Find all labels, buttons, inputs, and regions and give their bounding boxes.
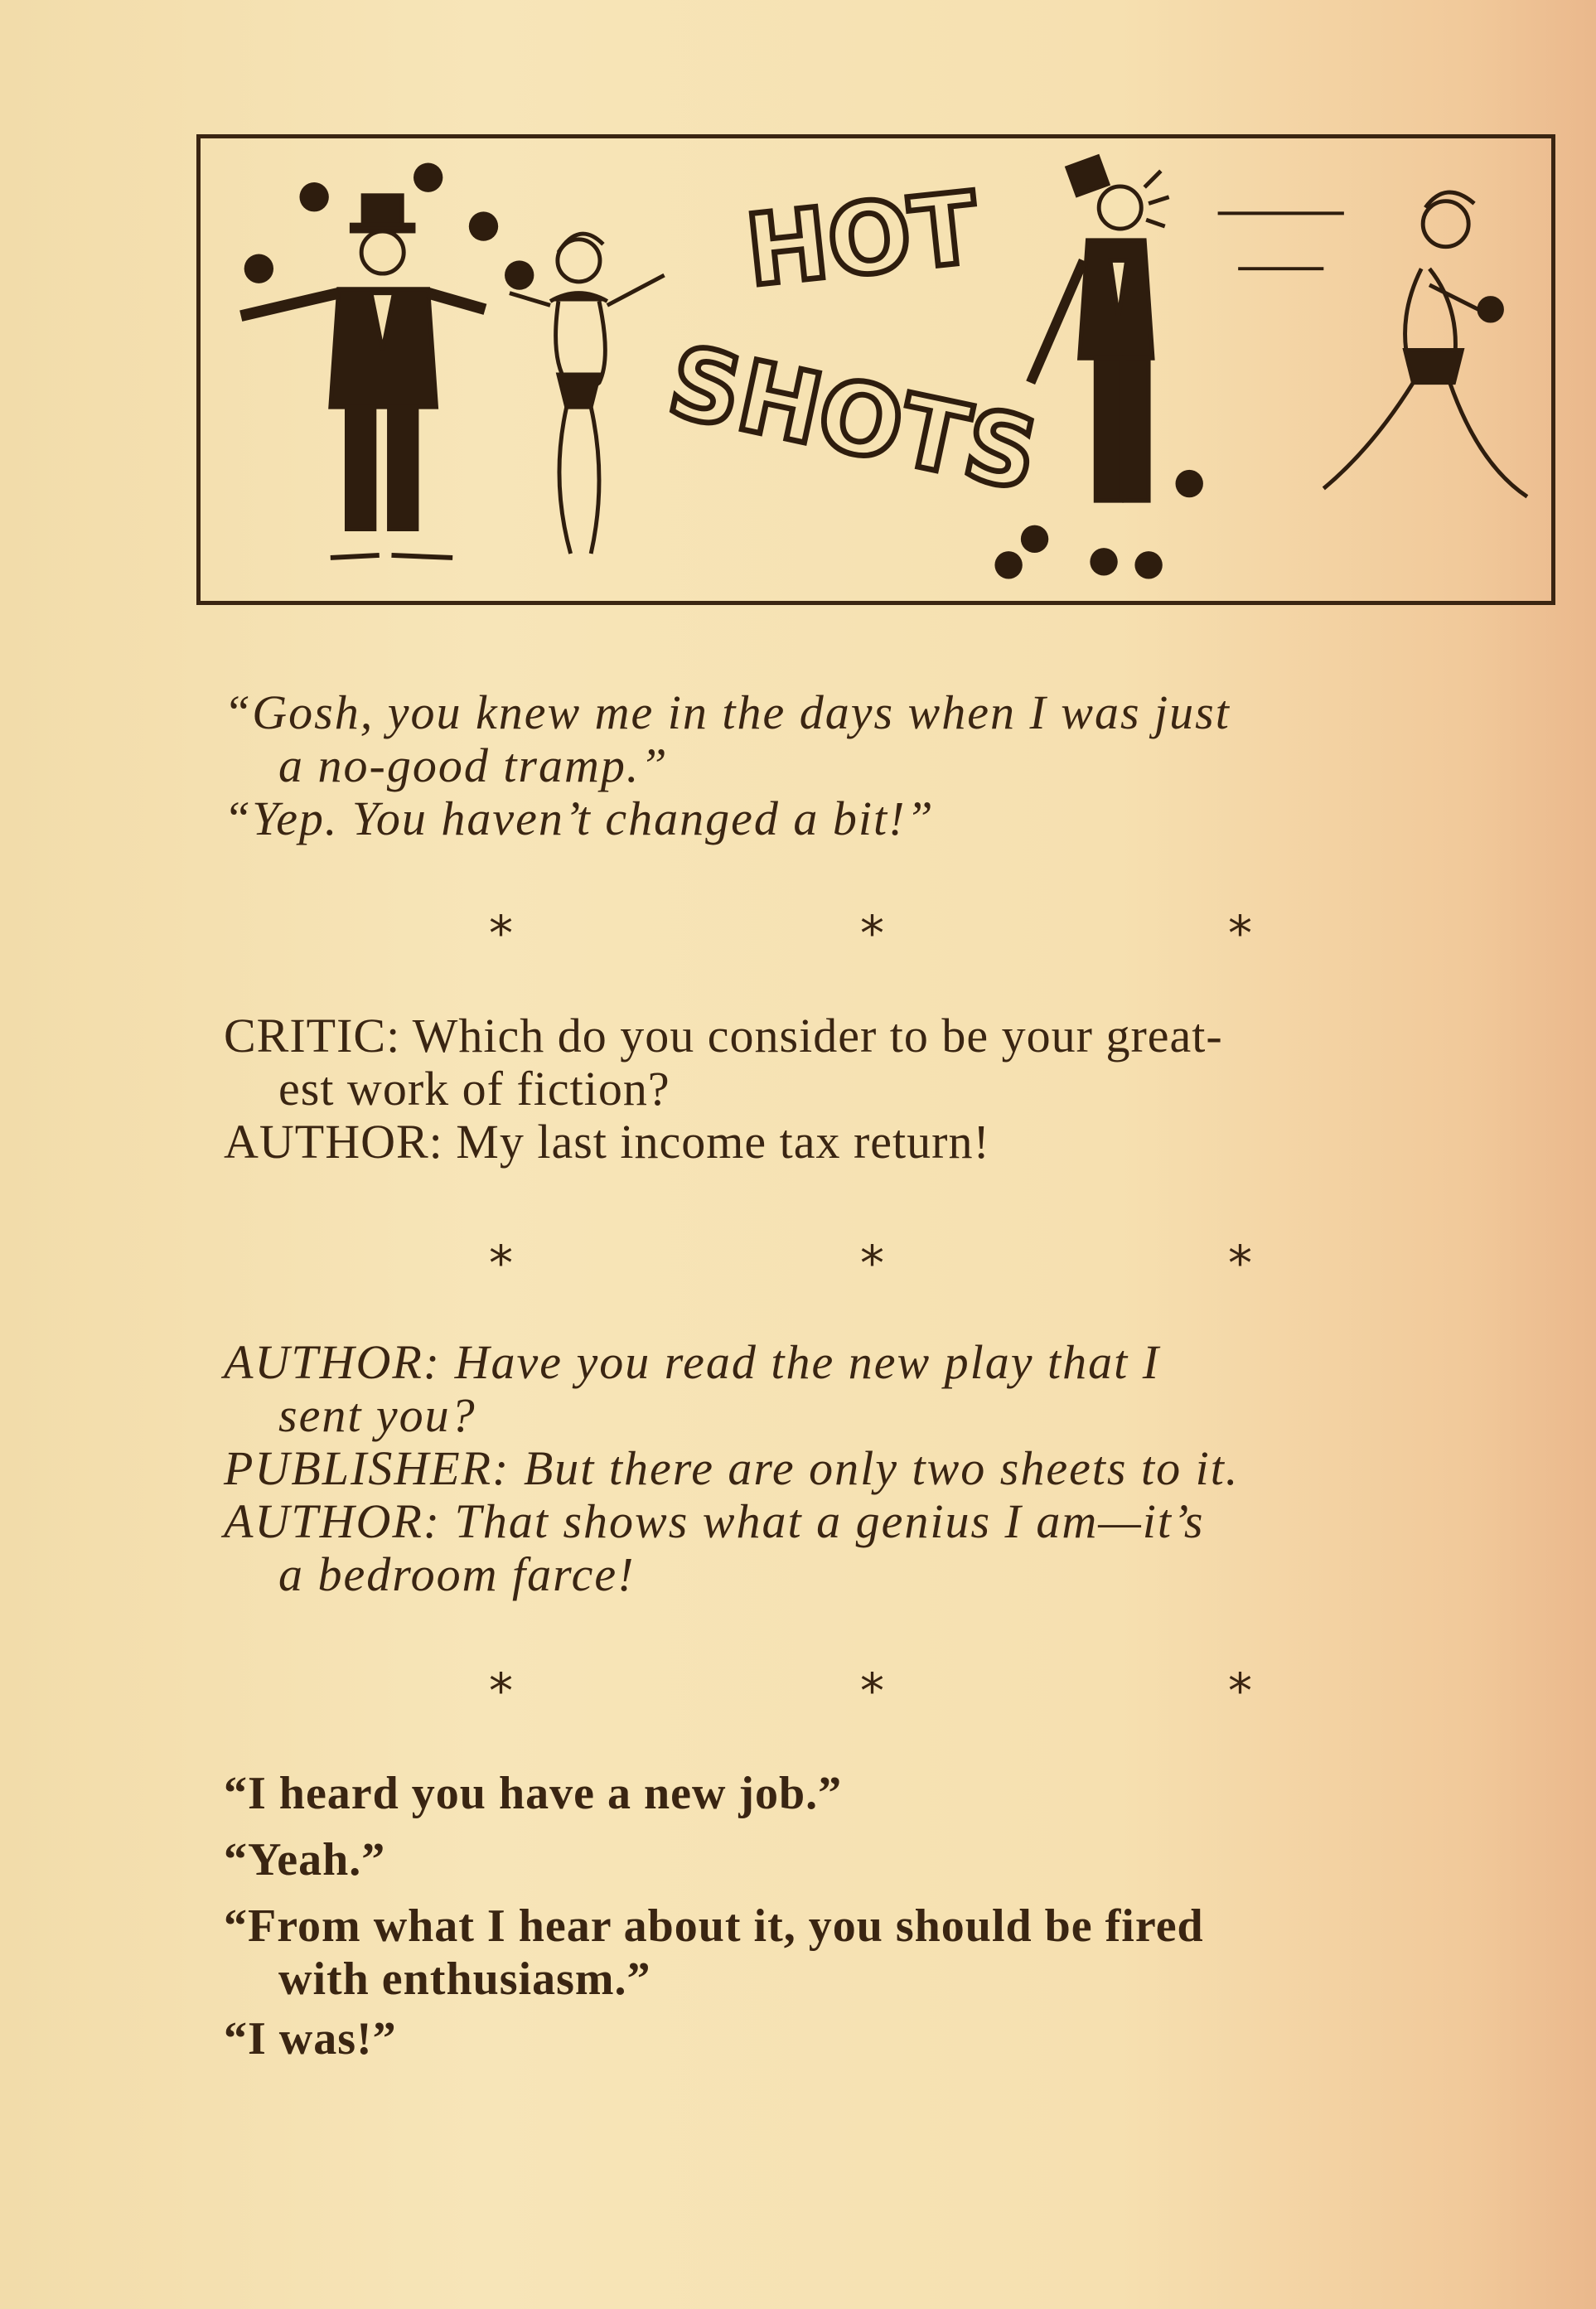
showgirl-figure (510, 234, 665, 554)
joke-3-line-5: a bedroom farce! (278, 1547, 636, 1601)
asterisk: * (860, 1663, 884, 1719)
joke-1 (224, 686, 1516, 845)
hot-shots-logo (660, 171, 1047, 512)
startled-man-figure (1031, 157, 1169, 501)
joke-4-line-5: “I was!” (224, 2013, 397, 2065)
speed-lines (1218, 213, 1344, 269)
hot-shots-header-illustration (196, 134, 1555, 605)
joke-1-line-3: “Yep. You haven’t changed a bit!” (224, 791, 935, 845)
asterisk: * (1228, 1235, 1252, 1291)
joke-2-line-3: AUTHOR: My last income tax return! (224, 1115, 990, 1169)
asterisk: * (489, 1235, 513, 1291)
joke-3-line-2: sent you? (278, 1388, 476, 1442)
joke-2-line-2: est work of fiction? (278, 1062, 670, 1116)
joke-4 (224, 1760, 1516, 2072)
joke-4-line-1: “I heard you have a new job.” (224, 1768, 843, 1819)
asterisk: * (1228, 905, 1252, 961)
juggler-figure (241, 196, 486, 558)
running-woman-figure (1323, 192, 1527, 496)
joke-3-line-4: AUTHOR: That shows what a genius I am—it’s (224, 1494, 1205, 1548)
asterisk: * (1228, 1663, 1252, 1719)
separator-2 (489, 1235, 1318, 1291)
asterisk: * (489, 1663, 513, 1719)
asterisk: * (860, 1235, 884, 1291)
logo-text-hot: HOT (741, 171, 984, 308)
joke-1-line-2: a no-good tramp.” (278, 738, 669, 792)
separator-3 (489, 1663, 1318, 1719)
asterisk: * (489, 905, 513, 961)
joke-4-line-4: with enthusiasm.” (278, 1953, 651, 2005)
logo-text-shots: SHOTS (659, 324, 1047, 513)
asterisk: * (860, 905, 884, 961)
joke-4-line-3: “From what I hear about it, you should be fired (224, 1900, 1204, 1952)
joke-4-line-2: “Yeah.” (224, 1834, 386, 1885)
joke-2-line-1: CRITIC: Which do you consider to be your great- (224, 1009, 1223, 1063)
joke-3-line-1: AUTHOR: Have you read the new play that I (224, 1335, 1161, 1389)
separator-1 (489, 905, 1318, 961)
joke-3-line-3: PUBLISHER: But there are only two sheets to it. (224, 1441, 1240, 1495)
joke-1-line-1: “Gosh, you knew me in the days when I was just (224, 685, 1231, 739)
joke-2 (224, 1009, 1516, 1169)
joke-3 (224, 1336, 1516, 1601)
juggler-and-dancers-illustration (201, 138, 1551, 601)
